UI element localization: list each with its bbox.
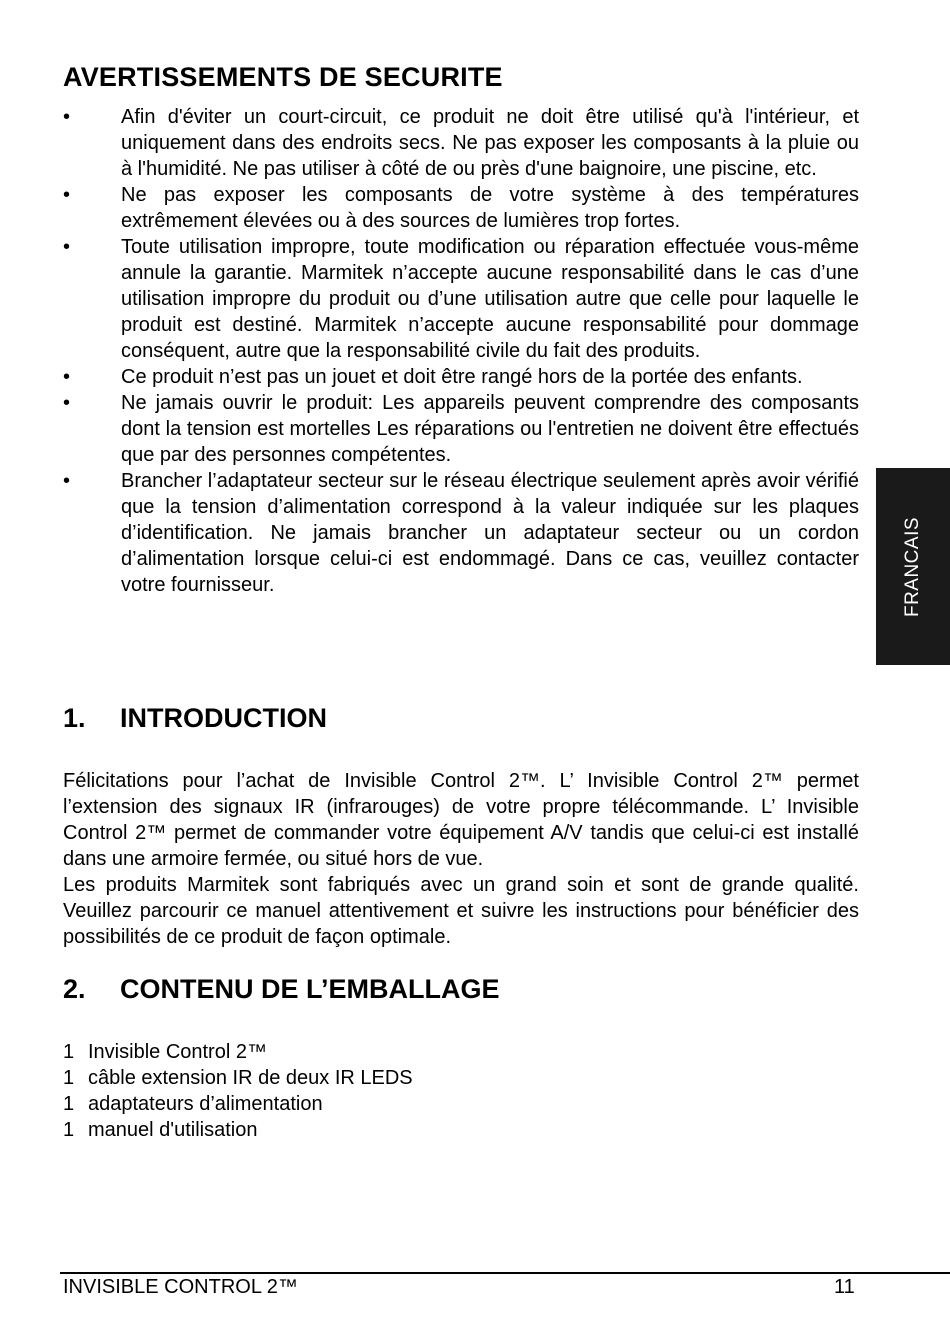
list-item-text: Ne jamais ouvrir le produit: Les appareils peuvent comprendre des composants dont la tension est mortelles Les réparations ou l'entretien ne doivent être effectués que par des personnes compétentes. (121, 392, 859, 466)
item-quantity: 1 (63, 1041, 75, 1063)
section-title: INTRODUCTION (120, 703, 327, 733)
bullet-icon: • (63, 392, 71, 414)
paragraph: Les produits Marmitek sont fabriqués avec un grand soin et sont de grande qualité. Veuillez parcourir ce manuel attentivement et suivre les instructions pour bénéficier des possibilités de ce produit de façon optimale. (63, 874, 859, 948)
bullet-icon: • (63, 106, 71, 128)
item-quantity: 1 (63, 1119, 75, 1141)
list-item-text: Ce produit n’est pas un jouet et doit être rangé hors de la portée des enfants. (121, 366, 803, 388)
safety-bullet-list (63, 104, 859, 598)
bullet-icon: • (63, 366, 71, 388)
item-label: câble extension IR de deux IR LEDS (88, 1067, 413, 1089)
footer-title: INVISIBLE CONTROL 2™ (63, 1276, 298, 1298)
language-tab (876, 468, 950, 665)
item-label: manuel d'utilisation (88, 1119, 258, 1141)
section-title: CONTENU DE L’EMBALLAGE (120, 974, 500, 1004)
item-label: adaptateurs d’alimentation (88, 1093, 323, 1115)
list-item (63, 1091, 413, 1117)
item-quantity: 1 (63, 1067, 75, 1089)
list-item (63, 182, 859, 234)
list-item-text: Brancher l’adaptateur secteur sur le réseau électrique seulement après avoir vérifié que la tension d’alimentation correspond à la valeur indiquée sur les plaques d’identification. Ne jamais brancher un adaptateur secteur ou un cordon d’alimentation lorsque celui-ci est endommagé. Dans ce cas, veuillez contacter votre fournisseur. (121, 470, 859, 596)
item-quantity: 1 (63, 1093, 75, 1115)
list-item (63, 1065, 413, 1091)
bullet-icon: • (63, 236, 71, 258)
list-item-text: Ne pas exposer les composants de votre système à des températures extrêmement élevées ou à des sources de lumières trop fortes. (121, 184, 859, 232)
list-item-text: Toute utilisation impropre, toute modification ou réparation effectuée vous-même annule la garantie. Marmitek n’accepte aucune responsabilité dans le cas d’une utilisation impropre du produit ou d’une utilisation autre que celle pour laquelle le produit est destiné. Marmitek n’accepte aucune responsabilité pour dommage conséquent, autre que la responsabilité civile du fait des produits. (121, 236, 859, 362)
list-item (63, 1039, 413, 1065)
bullet-icon: • (63, 184, 71, 206)
list-item (63, 234, 859, 364)
paragraph: Félicitations pour l’achat de Invisible Control 2™. L’ Invisible Control 2™ permet l’extension des signaux IR (infrarouges) de votre propre télécommande. L’ Invisible Control 2™ permet de commander votre équipement A/V tandis que celui-ci est installé dans une armoire fermée, ou situé hors de vue. (63, 770, 859, 870)
section-number: 1. (63, 703, 86, 733)
package-contents-list (63, 1039, 413, 1143)
language-tab-label: FRANCAIS (902, 516, 923, 617)
list-item (63, 468, 859, 598)
footer-divider (60, 1272, 950, 1274)
list-item (63, 104, 859, 182)
section-number: 2. (63, 974, 86, 1004)
list-item (63, 390, 859, 468)
list-item-text: Afin d'éviter un court-circuit, ce produit ne doit être utilisé qu'à l'intérieur, et uniquement dans des endroits secs. Ne pas exposer les composants à la pluie ou à l'humidité. Ne pas utiliser à côté de ou près d'une baignoire, une piscine, etc. (121, 106, 859, 180)
contents-heading (63, 974, 500, 1005)
introduction-body (63, 768, 859, 950)
item-label: Invisible Control 2™ (88, 1041, 267, 1063)
page-number: 11 (834, 1276, 855, 1298)
list-item (63, 1117, 413, 1143)
bullet-icon: • (63, 470, 71, 492)
introduction-heading (63, 703, 327, 734)
safety-heading: AVERTISSEMENTS DE SECURITE (63, 62, 503, 92)
list-item (63, 364, 859, 390)
